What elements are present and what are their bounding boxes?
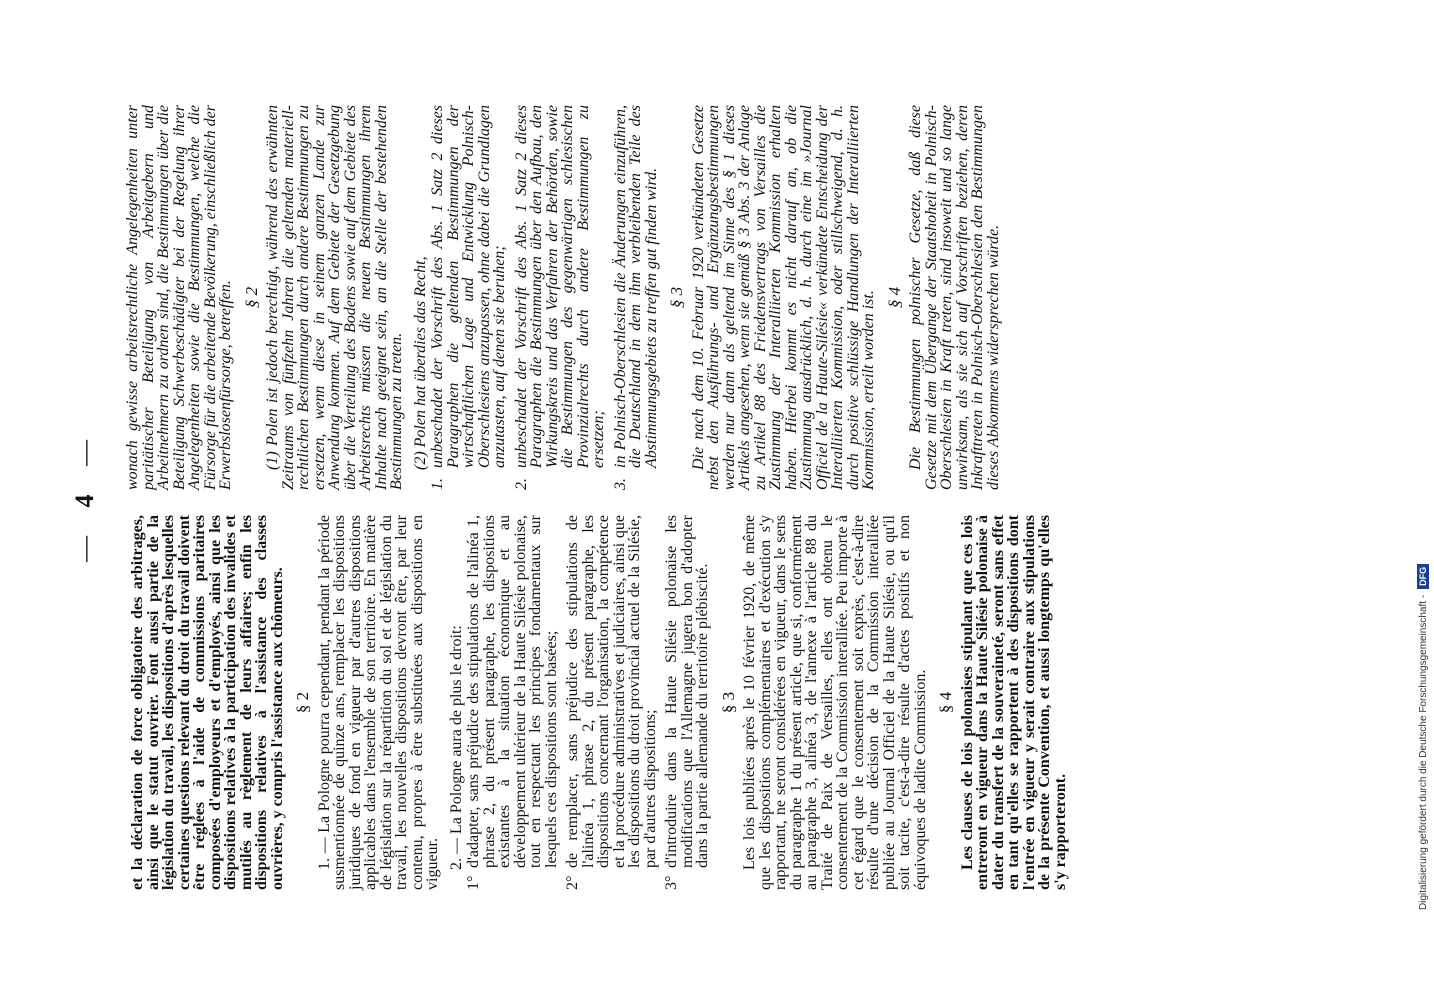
french-section-2-para-2: 2. — La Pologne aura de plus le droit: — [447, 625, 465, 870]
german-item-1 — [430, 105, 508, 490]
french-item-1-number: 1° — [465, 875, 482, 890]
german-section-2-heading: § 2 — [241, 286, 261, 309]
german-item-1-text: unbeschadet der Vorschrift des Abs. 1 Satz 2 dieses Paragraphen die geltenden Bestimmungen der wirtschaftlichen Lage und Entwicklung Polnisch-Oberschlesiens anzupassen, ohne dabei die Grundlagen anzutasten, auf denen sie beruhen; — [429, 105, 508, 468]
page-number: 4 — [70, 492, 99, 508]
french-item-3-number: 3° — [663, 875, 680, 890]
header-dash-right: — — [70, 438, 99, 466]
french-section-2-heading: § 2 — [293, 691, 312, 714]
german-item-2-number: 2. — [512, 478, 530, 490]
german-section-3-heading: § 3 — [667, 286, 686, 309]
german-item-2 — [514, 105, 607, 490]
french-item-2-number: 2° — [564, 875, 581, 890]
french-item-2-text: de remplacer, sans préjudice des stipulations de l'alinéa 1, phrase 2, du présent paragraphe, les dispositions concernant l'organisation, la compétence et la procédure administratives et judiciaires, ainsi que les dispositions du droit provincial actuel de la Silésie, par d'autres dispositions; — [564, 515, 659, 868]
german-item-3 — [613, 105, 660, 490]
french-section-4-para: Les clauses de lois polonaises stipulant que ces lois entreront en vigueur dans la Haute Silésie polonaise à dater du transfert de la souveraineté, seront sans effet en tant qu'elles se rapportent à des dispositions dont l'entrée en vigueur y serait contraire aux stipulations de la présente Convention, et aussi longtemps qu'elles s'y rapporteront. — [958, 515, 1069, 890]
german-section-4-heading: § 4 — [884, 286, 904, 309]
french-section-3-heading: § 3 — [718, 691, 738, 714]
french-item-3 — [664, 515, 711, 890]
french-section-2-para-1: 1. — La Pologne pourra cependant, pendant la période susmentionnée de quinze ans, remplacer les dispositions juridiques de fond en vigueur par d'autres dispositions applicables dans l'ensemble de son territoire. En matière de législation sur la répartition du sol et de législation du travail, les nouvelles dispositions devront être, par leur contenu, propres à être substituées aux dispositions en vigueur. — [315, 515, 441, 890]
german-item-3-number: 3. — [611, 478, 629, 490]
french-item-1-text: d'adapter, sans préjudice des stipulations de l'alinéa 1, phrase 2, du présent paragraphe, les dispositions existantes à la situation économique et au développement ultérieur de la Haute Silésie polonaise, tout en respectant les principes fondamentaux sur lesquels ces dispositions sont basées; — [465, 515, 560, 868]
french-item-1 — [466, 515, 559, 890]
german-item-1-number: 1. — [429, 478, 446, 490]
german-intro-paragraph: wonach gewisse arbeitsrechtliche Angelegenheiten unter paritätischer Beteiligung von Arbeitgebern und Arbeitnehmern zu ordnen sind, die Bestimmungen über die Beteiligung Schwerbeschädigter bei der Regelung ihrer Angelegenheiten sowie die Bestimmungen, welche die Fürsorge für die arbeitende Bevölkerung, einschließlich der Erwerbslosenfürsorge, betreffen. — [124, 105, 234, 490]
digitization-credit — [1412, 10, 1434, 910]
french-item-3-text: d'introduire dans la Haute Silésie polonaise les modifications que l'Allemagne jugera bon d'adopter dans la partie allemande du territoire plébiscité. — [663, 515, 711, 868]
french-intro-paragraph: et la déclaration de force obligatoire des arbitrages, ainsi que le statut ouvrier. Font aussi partie de la législation du travail, les dispositions d'après lesquelles certaines questions relevant du droit du travail doivent être réglées à l'aide de commissions paritaires composées d'employeurs et d'employés, ainsi que les dispositions relatives à la participation des invalides et mutilés au règlement de leurs affaires; enfin les dispositions relatives à l'assistance des classes ouvrières, y compris l'assistance aux chômeurs. — [129, 515, 286, 890]
credit-text: Digitalisierung gefördert durch die Deutsche Forschungsgemeinschaft - — [1417, 594, 1429, 910]
dfg-logo: DFG — [1417, 564, 1429, 589]
german-section-3-para: Die nach dem 10. Februar 1920 verkündeten Gesetze nebst den Ausführungs- und Ergänzungsbestimmungen werden nur dann als geltend im Sinne des § 1 dieses Artikels angesehen, wenn sie gemäß § 3 Abs. 3 der Anlage zu Artikel 88 des Friedensvertrags von Versailles die Zustimmung der Interalliierten Kommission erhalten haben. Hierbei kommt es nicht darauf an, ob die Zustimmung ausdrücklich, d. h. durch eine im »Journal Officiel de la Haute-Silésie« verkündete Entscheidung der Interalliierten Kommission, oder stillschweigend, d. h. durch positive schlüssige Handlungen der Interalliierten Kommission, erteilt worden ist. — [689, 105, 877, 490]
header-dash-left: — — [70, 534, 99, 562]
french-column — [130, 515, 1070, 890]
french-section-4-heading: § 4 — [936, 691, 955, 714]
german-section-4-para: Die Bestimmungen polnischer Gesetze, daß diese Gesetze mit dem Übergange der Staatshoheit in Polnisch-Oberschlesien in Kraft treten, sind insoweit und so lange unwirksam, als sie sich auf Vorschriften beziehen, deren Inkrafttreten in Polnisch-Oberschlesien den Bestimmungen dieses Abkommens widersprechen würde. — [907, 105, 1002, 490]
german-column — [125, 105, 1003, 490]
german-section-2-para-2: (2) Polen hat überdies das Recht, — [411, 256, 429, 470]
german-item-3-text: in Polnisch-Oberschlesien die Änderungen einzuführen, die Deutschland in dem ihm verbleibenden Teile des Abstimmungsgebiets zu treffen gut finden wird. — [611, 105, 660, 468]
french-item-2 — [565, 515, 658, 890]
german-section-2-para-1: (1) Polen ist jedoch berechtigt, während des erwähnten Zeitraums von fünfzehn Jahren die geltenden materiell-rechtlichen Bestimmungen durch andere Bestimmungen zu ersetzen, wenn diese in seinem ganzen Lande zur Anwendung kommen. Auf dem Gebiete der Gesetzgebung über die Verteilung des Bodens sowie auf dem Gebiete des Arbeitsrechts müssen die neuen Bestimmungen ihrem Inhalte nach geeignet sein, an die Stelle der bestehenden Bestimmungen zu treten. — [264, 105, 405, 490]
german-item-2-text: unbeschadet der Vorschrift des Abs. 1 Satz 2 dieses Paragraphen die Bestimmungen über den Aufbau, den Wirkungskreis und das Verfahren der Behörden, sowie die Bestimmungen des gegenwärtigen schlesischen Provinzialrechts durch andere Bestimmungen zu ersetzen; — [512, 105, 607, 468]
french-section-3-para: Les lois publiées après le 10 février 1920, de même que les dispositions complémentaires et d'exécution s'y rapportant, ne seront considérées en vigueur, dans le sens du paragraphe 1 du présent article, que si, conformément au paragraphe 3, alinéa 3, de l'annexe à l'article 88 du Traité de Paix de Versailles, elles ont obtenu le consentement de la Commission interalliée. Peu importe à cet égard que le consentement soit exprès, c'est-à-dire résulte d'une décision de la Commission interalliée publiée au Journal Officiel de la Haute Silésie, ou qu'il soit tacite, c'est-à-dire résulte d'actes positifs et non équivoques de ladite Commission. — [741, 515, 929, 890]
page-header — [70, 0, 100, 1000]
